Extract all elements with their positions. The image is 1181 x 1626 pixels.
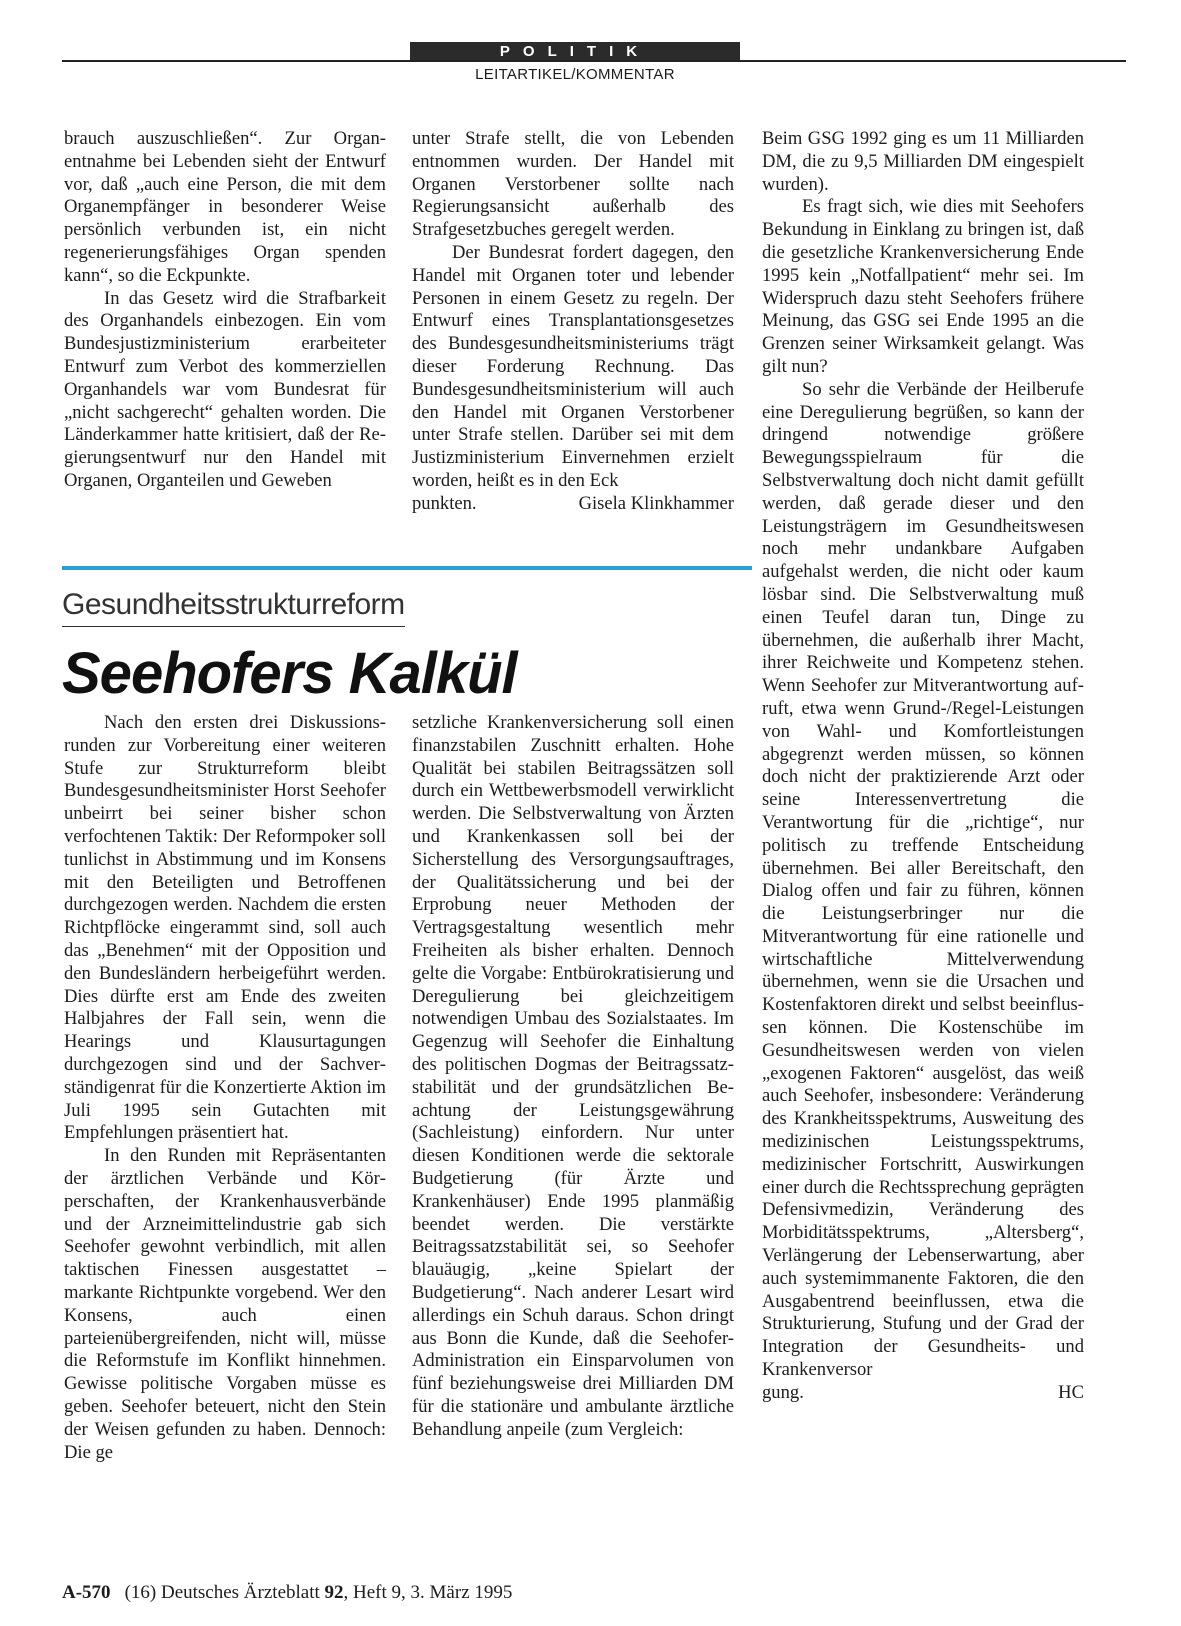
paragraph: Der Bundesrat fordert dagegen, den Handel mit Organen toter und lebender Personen in einem Gesetz zu regeln. Der Entwurf eines Transplantationsgesetzes des Bundesgesundheitsministeriums trägt dieser Forderung Rechnung. Das Bundesgesundheitsministerium will auch den Handel mit Organen Verstorbener unter Strafe stellen. Darüber sei mit dem Justizministerium Einvernehmen erzielt worden, heißt es in den Eck [412, 241, 734, 491]
page-number: A-570 [62, 1582, 111, 1603]
paragraph-end: punkten. [412, 492, 477, 514]
paragraph: brauch auszuschließen“. Zur Organentnahme bei Lebenden sieht der Entwurf vor, daß „auch eine Person, die mit dem Organempfänger in besonderer Weise persönlich verbunden ist, ein nicht regenerierungsfähiges Organ spenden kann“, so die Eckpunkte. [64, 128, 386, 286]
article-column-3 [762, 128, 1084, 1405]
paragraph: In das Gesetz wird die Strafbarkeit des Organhandels einbezogen. Ein vom Bundesjustizministerium erarbeiteter Entwurf zum Verbot des kommerziellen Organhandels war vom Bundesrat für „nicht sachgerecht“ gehalten worden. Die Länderkammer hatte kritisiert, daß der Regierungsentwurf nur den Handel mit Organen, Organteilen und Geweben [64, 287, 386, 491]
signature-line [412, 493, 734, 516]
section-label: POLITIK [410, 42, 740, 62]
article-column-2 [412, 712, 734, 1442]
journal-volume: 92 [324, 1582, 344, 1603]
paragraph: unter Strafe stellt, die von Lebenden entnommen wurden. Der Handel mit Organen Verstorbener sollte nach Regierungsansicht außerhalb des Strafgesetzbuches geregelt werden. [412, 128, 734, 241]
article-column-1 [64, 712, 386, 1464]
paragraph: setzliche Krankenversicherung soll einen finanzstabilen Zuschnitt erhalten. Hohe Qualität bei stabilen Beitragssätzen soll durch ein Wettbewerbsmodell verwirklicht werden. Die Selbstverwaltung von Ärzten und Krankenkassen soll bei der Sicherstellung des Versorgungsauftrages, der Qualitätssicherung und bei der Erprobung neuer Methoden der Vertragsgestaltung wesentlich mehr Freiheiten als bisher erhalten. Dennoch gelte die Vorgabe: Entbürokratisierung und Deregulierung bei gleichzeitigem notwendigen Umbau des Sozialstaates. Im Gegenzug will Seehofer die Einhaltung des politischen Dogmas der Beitragssatzstabilität und der grundsätzlichen Beachtung der Leistungsgewährung (Sachleistung) einfordern. Nur unter diesen Konditionen werde die sektorale Budgetierung (für Ärzte und Krankenhäuser) Ende 1995 planmäßig beendet werden. Die verstärkte Beitragssatzstabilität sei, so Seehofer blauäugig, „keine Spielart der Budgetierung“. Nach anderer Lesart wird allerdings ein Schuh daraus. Schon dringt aus Bonn die Kunde, daß die Seehofer-Administration ein Einsparvolumen von fünf beziehungsweise drei Milliarden DM für die stationäre und ambulante ärztliche Behandlung anpeile (zum Vergleich: [412, 712, 734, 1440]
article-headline: Seehofers Kalkül [62, 641, 517, 706]
continued-column-2 [412, 128, 734, 516]
subsection-label: LEITARTIKEL/KOMMENTAR [475, 66, 675, 83]
journal-date: , Heft 9, 3. März 1995 [343, 1582, 513, 1603]
paragraph-end: gung. [762, 1381, 804, 1403]
signature-line [762, 1382, 1084, 1405]
article-divider [62, 566, 752, 570]
paragraph: Beim GSG 1992 ging es um 11 Milliarden DM, die zu 9,5 Milliarden DM eingespielt wurden). [762, 128, 1084, 195]
paragraph: In den Runden mit Repräsentanten der ärztlichen Verbände und Körperschaften, der Krankenhausverbände und der Arzneimittelindustrie gab sich Seehofer gewohnt verbindlich, mit allen taktischen Finessen ausgestattet – markante Richtpunkte vorgebend. Wer den Konsens, auch einen parteienübergreifenden, nicht will, müsse die Reformstufe im Konflikt hinnehmen. Gewisse politische Vorgaben müsse es geben. Seehofer beteuert, nicht den Stein der Weisen gefunden zu haben. Dennoch: Die ge [64, 1145, 386, 1463]
page-footer [62, 1582, 512, 1604]
header-rule [62, 60, 1126, 62]
author-signature: Gisela Klinkhammer [578, 492, 734, 514]
journal-issue: (16) Deutsches Ärzteblatt [124, 1582, 320, 1603]
author-signature: HC [1058, 1381, 1084, 1403]
continued-column-1 [64, 128, 386, 493]
article-kicker: Gesundheitsstrukturreform [62, 588, 405, 627]
paragraph: Es fragt sich, wie dies mit Seehofers Bekundung in Einklang zu bringen ist, daß die gesetzliche Krankenversicherung Ende 1995 kein „Notfallpatient“ mehr sei. Im Widerspruch dazu steht Seehofers frühere Meinung, das GSG sei Ende 1995 an die Grenzen seiner Wirksamkeit gelangt. Was gilt nun? [762, 196, 1084, 377]
paragraph: Nach den ersten drei Diskussionsrunden zur Vorbereitung einer weiteren Stufe zur Strukturreform bleibt Bundesgesundheitsminister Horst Seehofer unbeirrt bei seiner bisher schon verfochtenen Taktik: Der Reformpoker soll tunlichst in Abstimmung und im Konsens mit den Beteiligten und Betroffenen durchgezogen werden. Nachdem die ersten Richtpflöcke eingerammt sind, soll auch das „Benehmen“ mit der Opposition und den Bundesländern herbeigeführt werden. Dies dürfte erst am Ende des zweiten Halbjahres der Fall sein, wenn die Hearings und Klausurtagungen durchgezogen sind und der Sachverständigenrat für die Konzertierte Aktion im Juli 1995 sein Gutachten mit Empfehlungen präsentiert hat. [64, 712, 386, 1144]
paragraph: So sehr die Verbände der Heilberufe eine Deregulierung begrüßen, so kann der dringend notwendige größere Bewegungsspielraum für die Selbstverwaltung doch nicht damit gefüllt werden, daß gerade dieser und den Leistungsträgern im Gesundheitswesen noch mehr undankbare Aufgaben aufgehalst werden, die nicht oder kaum lösbar sind. Die Selbstverwaltung muß einen Teufel daran tun, Dinge zu übernehmen, die außerhalb ihrer Macht, ihrer Reichweite und Kompetenz stehen. Wenn Seehofer zur Mitverantwortung aufruft, etwa wenn Grund-/Regel-Leistungen von Wahl- und Komfortleistungen abgegrenzt werden müssen, so können doch nicht der praktizierende Arzt oder seine Interessenvertretung die Verantwortung für die „richtige“, nur politisch zu treffende Entscheidung übernehmen. Bei aller Bereitschaft, den Dialog offen und fair zu führen, können die Leistungserbringer nur die Mitverantwortung für eine rationelle und wirtschaftliche Mittelverwendung übernehmen, wenn sie die Ursachen und Kostenfaktoren direkt und selbst beeinflussen können. Die Kostenschübe im Gesundheitswesen werden von vielen „exogenen Faktoren“ ausgelöst, das weiß auch Seehofer, insbesondere: Veränderung des Krankheitsspektrums, Ausweitung des medizinischen Leistungsspektrums, medizinischer Fortschritt, Auswirkungen einer durch die Rechtssprechung geprägten Defensivmedizin, Veränderung des Morbiditätsspektrums, „Altersberg“, Verlängerung der Lebenserwartung, aber auch systemimmanente Faktoren, die den Ausgabentrend beeinflussen, etwa die Strukturierung, Stufung und der Grad der Integration der Gesundheits- und Krankenversor [762, 378, 1084, 1381]
